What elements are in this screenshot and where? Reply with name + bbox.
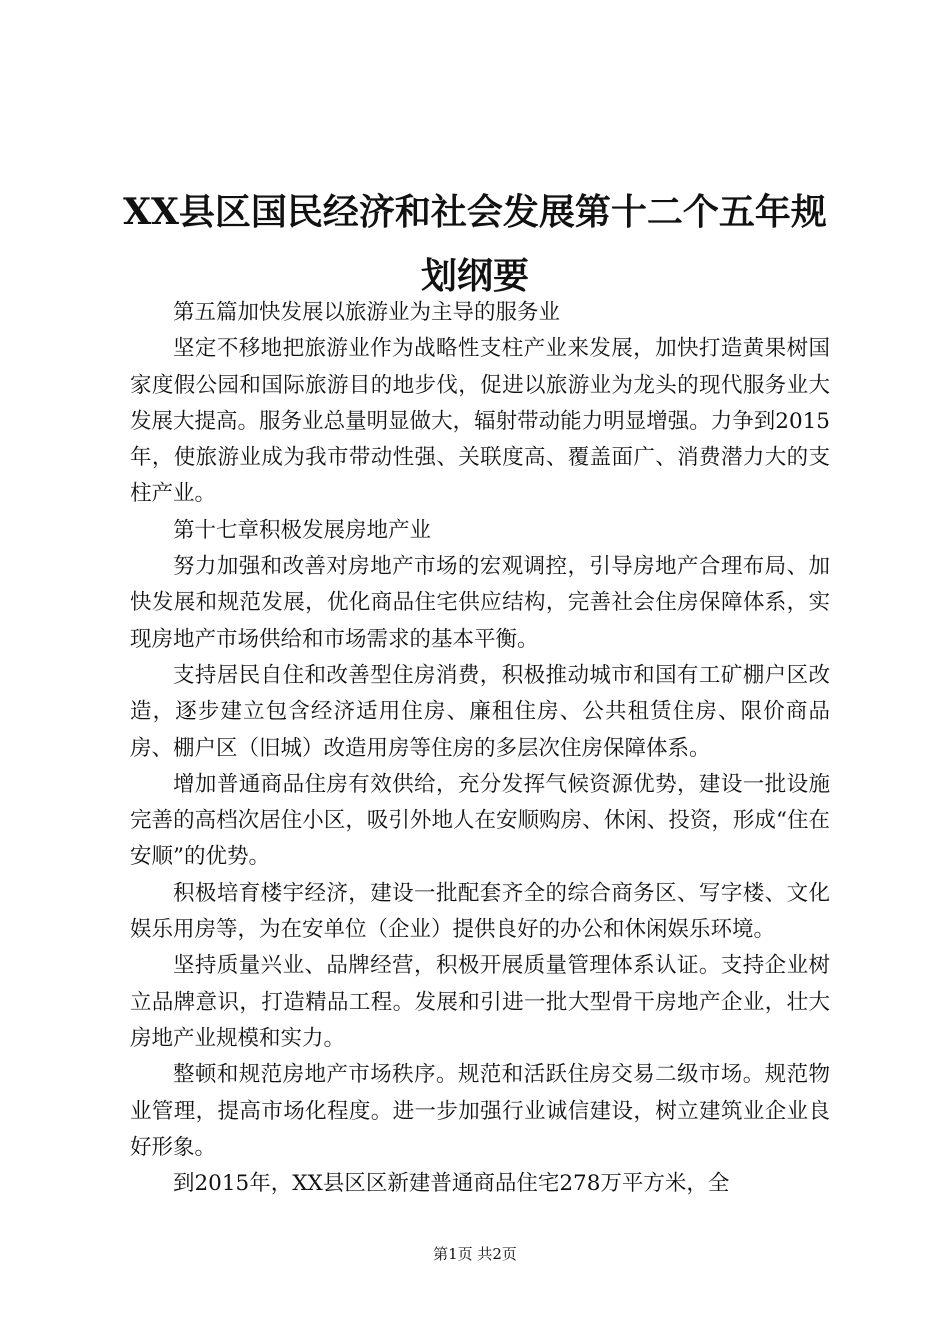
page-footer: 第1页 共2页 (433, 1245, 517, 1263)
paragraph: 坚持质量兴业、品牌经营，积极开展质量管理体系认证。支持企业树立品牌意识，打造精品工程。发展和引进一批大型骨干房地产企业，壮大房地产业规模和实力。 (130, 953, 830, 1051)
document-title: XX县区国民经济和社会发展第十二个五年规划纲要 (123, 191, 827, 297)
document-body (130, 295, 830, 1202)
paragraph: 整顿和规范房地产市场秩序。规范和活跃住房交易二级市场。规范物业管理，提高市场化程度。进一步加强行业诚信建设，树立建筑业企业良好形象。 (130, 1062, 830, 1160)
paragraph: 坚定不移地把旅游业作为战略性支柱产业来发展，加快打造黄果树国家度假公园和国际旅游目的地步伐，促进以旅游业为龙头的现代服务业大发展大提高。服务业总量明显做大，辐射带动能力明显增强。力争到2015年，使旅游业成为我市带动性强、关联度高、覆盖面广、消费潜力大的支柱产业。 (130, 336, 830, 507)
paragraph: 到2015年，XX县区区新建普通商品住宅278万平方米，全 (173, 1171, 730, 1197)
section-heading: 第五篇加快发展以旅游业为主导的服务业 (173, 300, 561, 325)
paragraph: 增加普通商品住房有效供给，充分发挥气候资源优势，建设一批设施完善的高档次居住小区，吸引外地人在安顺购房、休闲、投资，形成“住在安顺”的优势。 (130, 771, 830, 870)
paragraph: 努力加强和改善对房地产市场的宏观调控，引导房地产合理布局、加快发展和规范发展，优化商品住宅供应结构，完善社会住房保障体系，实现房地产市场供给和市场需求的基本平衡。 (130, 554, 830, 652)
paragraph: 积极培育楼宇经济，建设一批配套齐全的综合商务区、写字楼、文化娱乐用房等，为在安单位（企业）提供良好的办公和休闲娱乐环境。 (130, 880, 830, 943)
chapter-heading: 第十七章积极发展房地产业 (173, 517, 432, 543)
paragraph: 支持居民自住和改善型住房消费，积极推动城市和国有工矿棚户区改造，逐步建立包含经济适用住房、廉租住房、公共租赁住房、限价商品房、棚户区（旧城）改造用房等住房的多层次住房保障体系。 (130, 662, 830, 761)
